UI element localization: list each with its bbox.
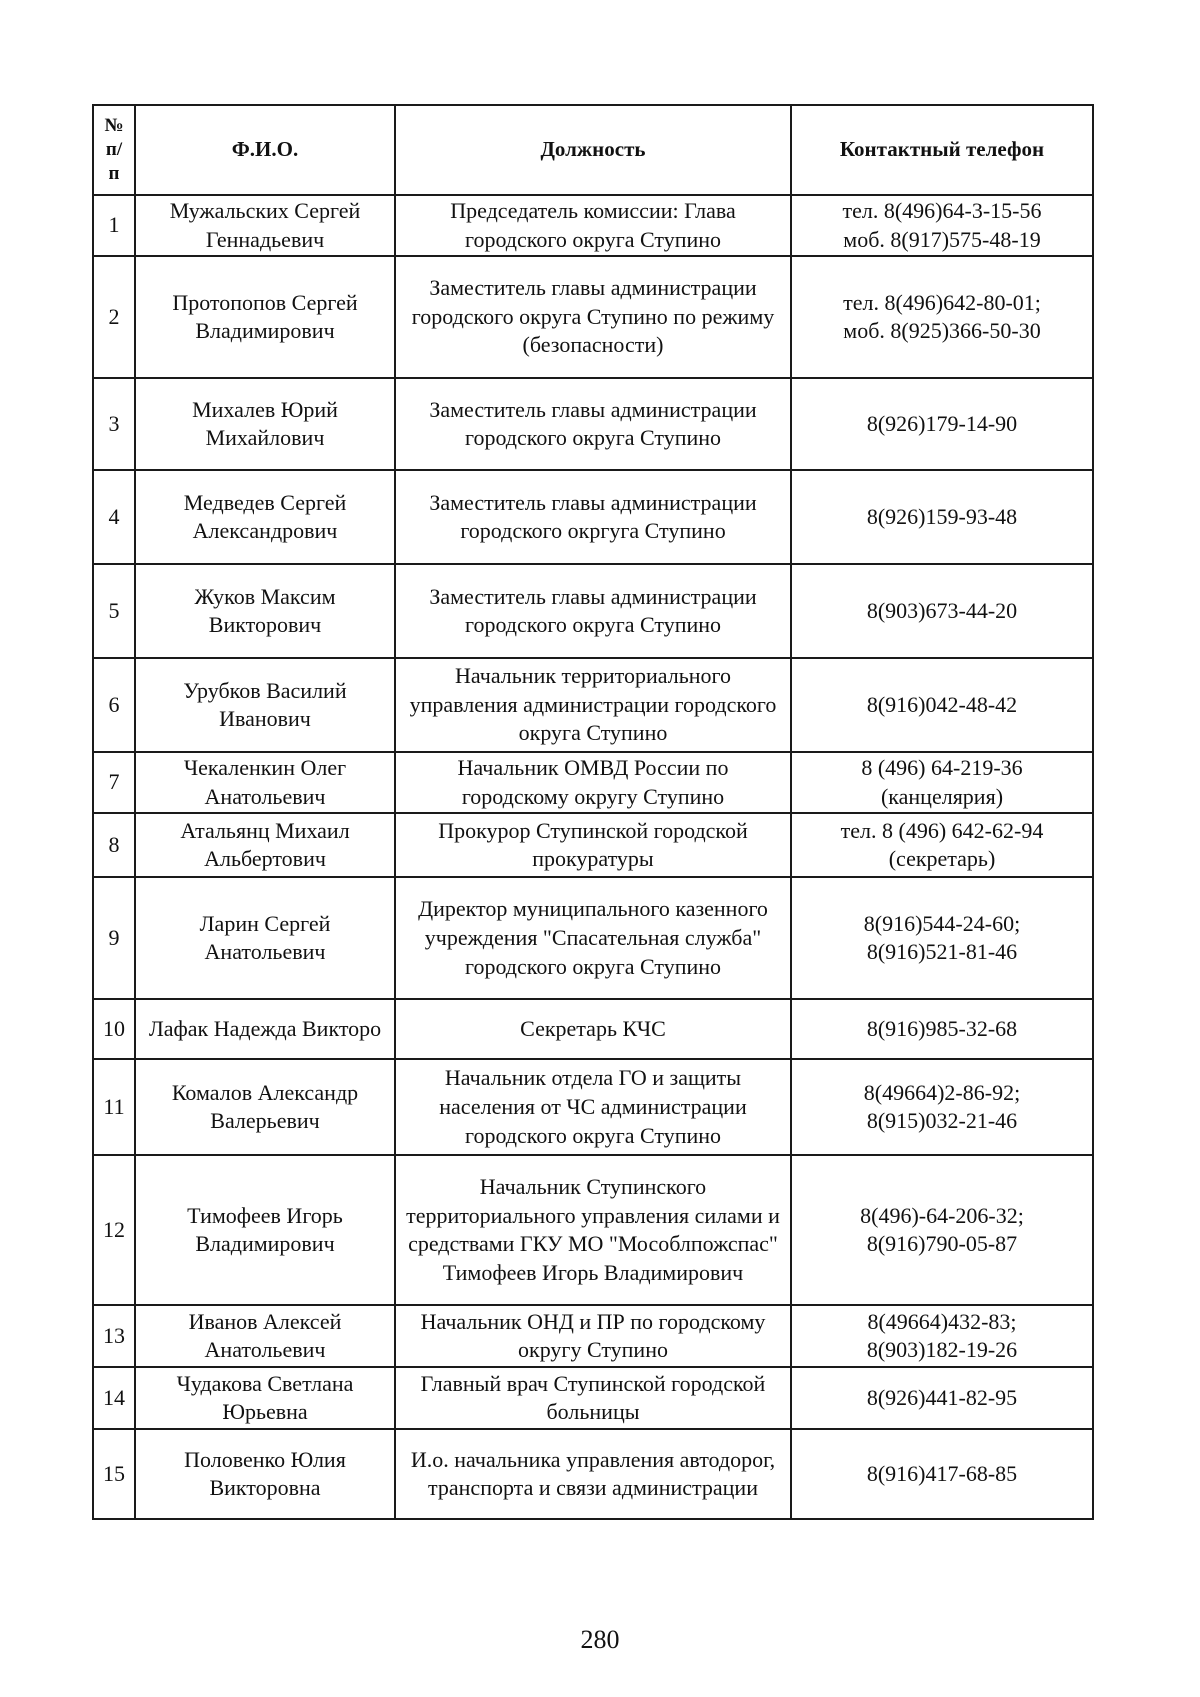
person-name: Лафак Надежда Викторо	[135, 999, 395, 1059]
contact-phone	[791, 658, 1093, 752]
phone-line: 8(903)182-19-26	[866, 1337, 1018, 1363]
table-row	[93, 470, 1093, 564]
header-number-line: п/	[105, 139, 123, 161]
table-row	[93, 813, 1093, 877]
table-row	[93, 256, 1093, 378]
table-row	[93, 1059, 1093, 1155]
page-number: 280	[580, 1625, 620, 1654]
phone-line: 8(496)-64-206-32;	[860, 1202, 1024, 1228]
person-position: Заместитель главы администрации городского округа Ступино по режиму (безопасности)	[395, 256, 791, 378]
person-name: Ларин Сергей Анатольевич	[135, 877, 395, 999]
contact-phone	[791, 752, 1093, 813]
phone-line: (канцелярия)	[880, 783, 1004, 809]
person-position: Начальник территориального управления администрации городского округа Ступино	[395, 658, 791, 752]
row-number: 14	[93, 1367, 135, 1429]
person-position: Прокурор Ступинской городской прокуратуры	[395, 813, 791, 877]
row-number: 4	[93, 470, 135, 564]
phone-line: 8(916)985-32-68	[866, 1016, 1018, 1042]
phone-line: 8(926)179-14-90	[866, 410, 1018, 436]
phone-line: 8(915)032-21-46	[866, 1108, 1018, 1134]
table-row	[93, 195, 1093, 256]
phone-line: 8(916)544-24-60;	[863, 910, 1021, 936]
contact-phone	[791, 813, 1093, 877]
phone-line: 8 (496) 64-219-36	[861, 755, 1023, 781]
person-name: Жуков Максим Викторович	[135, 564, 395, 658]
person-name: Чекаленкин Олег Анатольевич	[135, 752, 395, 813]
table-row	[93, 1367, 1093, 1429]
person-name: Урубков Василий Иванович	[135, 658, 395, 752]
contact-phone	[791, 378, 1093, 470]
table-row	[93, 378, 1093, 470]
person-position: Секретарь КЧС	[395, 999, 791, 1059]
person-name: Атальянц Михаил Альбертович	[135, 813, 395, 877]
person-name: Половенко Юлия Викторовна	[135, 1429, 395, 1519]
person-position: Главный врач Ступинской городской больницы	[395, 1367, 791, 1429]
person-position: Начальник ОМВД России по городскому округу Ступино	[395, 752, 791, 813]
header-number-line: п	[108, 162, 120, 184]
phone-line: 8(916)521-81-46	[866, 939, 1018, 965]
row-number: 2	[93, 256, 135, 378]
person-position: И.о. начальника управления автодорог, транспорта и связи администрации	[395, 1429, 791, 1519]
phone-line: тел. 8(496)64-3-15-56	[842, 198, 1042, 223]
contact-phone	[791, 470, 1093, 564]
table-row	[93, 1155, 1093, 1305]
person-position: Начальник отдела ГО и защиты населения от ЧС администрации городского округа Ступино	[395, 1059, 791, 1155]
contact-phone	[791, 1305, 1093, 1367]
person-name: Чудакова Светлана Юрьевна	[135, 1367, 395, 1429]
row-number: 11	[93, 1059, 135, 1155]
person-name: Медведев Сергей Александрович	[135, 470, 395, 564]
contact-phone	[791, 1155, 1093, 1305]
phone-line: 8(916)417-68-85	[866, 1461, 1018, 1487]
header-name: Ф.И.О.	[135, 105, 395, 195]
phone-line: 8(49664)432-83;	[867, 1308, 1017, 1334]
person-position: Директор муниципального казенного учреждения "Спасательная служба" городского округа Ступино	[395, 877, 791, 999]
person-name: Мужальских Сергей Геннадьевич	[135, 195, 395, 256]
contact-phone	[791, 195, 1093, 256]
table-row	[93, 752, 1093, 813]
person-position: Заместитель главы администрации городского округа Ступино	[395, 378, 791, 470]
row-number: 15	[93, 1429, 135, 1519]
contact-phone	[791, 1059, 1093, 1155]
person-name: Тимофеев Игорь Владимирович	[135, 1155, 395, 1305]
person-position: Начальник ОНД и ПР по городскому округу Ступино	[395, 1305, 791, 1367]
phone-line: тел. 8(496)642-80-01;	[843, 289, 1041, 315]
table-body	[93, 195, 1093, 1519]
row-number: 1	[93, 195, 135, 256]
phone-line: моб. 8(925)366-50-30	[843, 318, 1041, 344]
table-row	[93, 1305, 1093, 1367]
phone-line: моб. 8(917)575-48-19	[843, 226, 1041, 252]
person-name: Иванов Алексей Анатольевич	[135, 1305, 395, 1367]
phone-line: 8(903)673-44-20	[866, 597, 1018, 623]
person-name: Михалев Юрий Михайлович	[135, 378, 395, 470]
row-number: 5	[93, 564, 135, 658]
person-position: Заместитель главы администрации городского окргуга Ступино	[395, 470, 791, 564]
contact-phone	[791, 999, 1093, 1059]
row-number: 12	[93, 1155, 135, 1305]
phone-line: 8(916)042-48-42	[866, 691, 1018, 717]
contact-phone	[791, 877, 1093, 999]
person-position: Заместитель главы администрации городского округа Ступино	[395, 564, 791, 658]
table-row	[93, 564, 1093, 658]
row-number: 8	[93, 813, 135, 877]
phone-line: 8(916)790-05-87	[866, 1231, 1018, 1257]
contact-phone	[791, 256, 1093, 378]
row-number: 6	[93, 658, 135, 752]
person-position: Председатель комиссии: Глава городского округа Ступино	[395, 195, 791, 256]
contacts-table	[92, 104, 1094, 1520]
table-row	[93, 877, 1093, 999]
person-position: Начальник Ступинского территориального управления силами и средствами ГКУ МО "Мособлпожспас" Тимофеев Игорь Владимирович	[395, 1155, 791, 1305]
row-number: 13	[93, 1305, 135, 1367]
table-row	[93, 1429, 1093, 1519]
header-number-line: №	[104, 115, 124, 137]
contact-phone	[791, 1429, 1093, 1519]
person-name: Протопопов Сергей Владимирович	[135, 256, 395, 378]
table-header-row	[93, 105, 1093, 195]
row-number: 7	[93, 752, 135, 813]
table-row	[93, 999, 1093, 1059]
row-number: 10	[93, 999, 135, 1059]
header-phone: Контактный телефон	[791, 105, 1093, 195]
phone-line: тел. 8 (496) 642-62-94	[840, 817, 1044, 843]
phone-line: 8(926)159-93-48	[866, 503, 1018, 529]
header-number	[93, 105, 135, 195]
table-row	[93, 658, 1093, 752]
phone-line: (секретарь)	[888, 846, 996, 872]
contact-phone	[791, 1367, 1093, 1429]
row-number: 9	[93, 877, 135, 999]
contact-phone	[791, 564, 1093, 658]
row-number: 3	[93, 378, 135, 470]
phone-line: 8(926)441-82-95	[866, 1385, 1018, 1411]
person-name: Комалов Александр Валерьевич	[135, 1059, 395, 1155]
header-position: Должность	[395, 105, 791, 195]
phone-line: 8(49664)2-86-92;	[863, 1079, 1021, 1105]
